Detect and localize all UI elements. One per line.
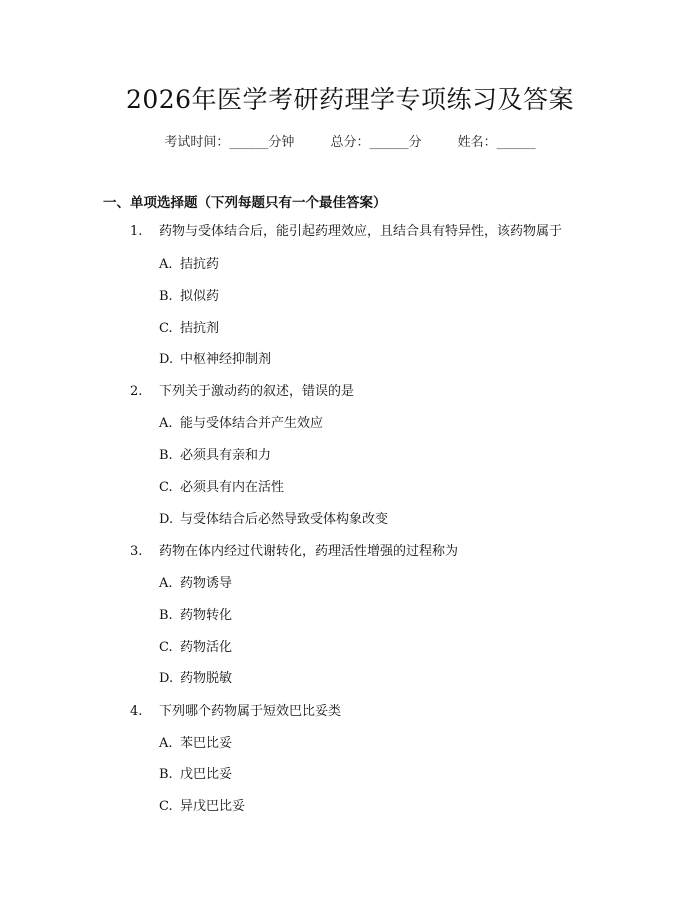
option-letter: B. [159, 767, 173, 782]
option-letter: C. [159, 640, 173, 655]
option-text: 拮抗剂 [180, 321, 220, 336]
option-letter: D. [159, 512, 174, 527]
option-text: 药物脱敏 [180, 671, 233, 686]
question-text: 下列关于激动药的叙述，错误的是 [159, 384, 355, 399]
option-letter: A. [159, 416, 173, 431]
question-text: 药物在体内经过代谢转化，药理活性增强的过程称为 [159, 544, 459, 559]
option-letter: C. [159, 799, 173, 814]
option-letter: B. [159, 448, 173, 463]
option-text: 拮抗药 [180, 257, 220, 272]
exam-time-field: 考试时间：______分钟 [164, 135, 295, 150]
section-heading: 一、单项选择题（下列每题只有一个最佳答案） [103, 195, 387, 211]
option-letter: A. [159, 257, 173, 272]
question-number: 2. [130, 384, 143, 399]
option-text: 药物转化 [180, 608, 233, 623]
question-text: 下列哪个药物属于短效巴比妥类 [159, 704, 342, 719]
option-text: 戊巴比妥 [180, 767, 233, 782]
option-letter: C. [159, 480, 173, 495]
option-letter: D. [159, 352, 174, 367]
document-title: 2026年医学考研药理学专项练习及答案 [125, 85, 575, 114]
option-letter: B. [159, 289, 173, 304]
option-letter: C. [159, 321, 173, 336]
option-text: 能与受体结合并产生效应 [180, 416, 324, 431]
student-name-field: 姓名：______ [457, 135, 536, 150]
option-text: 必须具有亲和力 [180, 448, 272, 463]
option-text: 异戊巴比妥 [180, 799, 246, 814]
exam-meta [0, 131, 700, 150]
option-text: 药物诱导 [180, 576, 233, 591]
option-letter: A. [159, 576, 173, 591]
option-text: 药物活化 [180, 640, 233, 655]
option-text: 苯巴比妥 [180, 736, 233, 751]
option-text: 中枢神经抑制剂 [180, 352, 272, 367]
option-letter: A. [159, 736, 173, 751]
question-number: 4. [130, 704, 143, 719]
question-text: 药物与受体结合后，能引起药理效应，且结合具有特异性，该药物属于 [159, 224, 563, 239]
option-text: 必须具有内在活性 [180, 480, 285, 495]
question-number: 1. [130, 224, 143, 239]
question-number: 3. [130, 544, 143, 559]
option-letter: D. [159, 671, 174, 686]
option-letter: B. [159, 608, 173, 623]
total-score-field: 总分：______分 [330, 135, 422, 150]
option-text: 与受体结合后必然导致受体构象改变 [180, 512, 389, 527]
option-text: 拟似药 [180, 289, 220, 304]
